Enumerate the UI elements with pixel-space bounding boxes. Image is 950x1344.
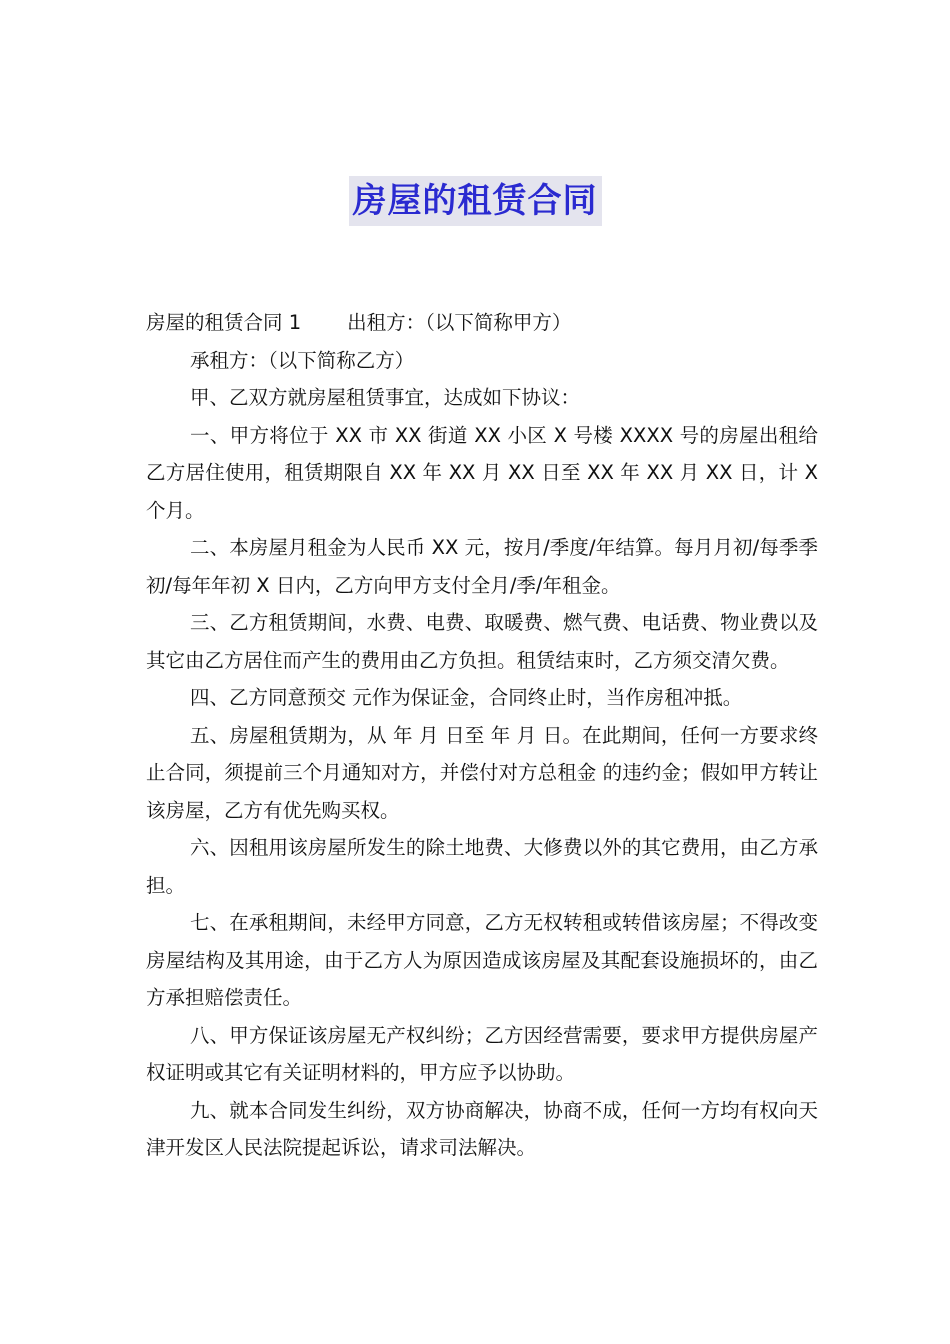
clause-9: 九、就本合同发生纠纷，双方协商解决，协商不成，任何一方均有权向天津开发区人民法院提起诉讼，请求司法解决。: [146, 1098, 818, 1159]
clause-8: 八、甲方保证该房屋无产权纠纷；乙方因经营需要，要求甲方提供房屋产权证明或其它有关证明材料的，甲方应予以协助。: [146, 1023, 818, 1084]
title-wrap: [0, 176, 950, 226]
clause-7: 七、在承租期间，未经甲方同意，乙方无权转租或转借该房屋；不得改变房屋结构及其用途，由于乙方人为原因造成该房屋及其配套设施损坏的，由乙方承担赔偿责任。: [146, 911, 818, 1009]
clause-6: 六、因租用该房屋所发生的除土地费、大修费以外的其它费用，由乙方承担。: [146, 836, 818, 897]
clause-3: 三、乙方租赁期间，水费、电费、取暖费、燃气费、电话费、物业费以及其它由乙方居住而产生的费用由乙方负担。租赁结束时，乙方须交清欠费。: [146, 611, 818, 672]
first-line: [146, 304, 818, 342]
lessor-line: 出租方：（以下简称甲方）: [347, 311, 572, 334]
document-title: 房屋的租赁合同: [349, 176, 602, 226]
contract-heading: 房屋的租赁合同 1: [146, 311, 302, 334]
clause-4: 四、乙方同意预交 元作为保证金，合同终止时，当作房租冲抵。: [190, 686, 743, 709]
clause-1: 一、甲方将位于 XX 市 XX 街道 XX 小区 X 号楼 XXXX 号的房屋出租给乙方居住使用，租赁期限自 XX 年 XX 月 XX 日至 XX 年 XX 月 XX 日，计 X 个月。: [146, 423, 818, 522]
lessee-line: 承租方：（以下简称乙方）: [190, 348, 415, 372]
clause-5: 五、房屋租赁期为，从 年 月 日至 年 月 日。在此期间，任何一方要求终止合同，须提前三个月通知对方，并偿付对方总租金 的违约金；假如甲方转让该房屋，乙方有优先购买权。: [146, 723, 818, 822]
document-body: [146, 304, 818, 1167]
clause-2: 二、本房屋月租金为人民币 XX 元，按月/季度/年结算。每月月初/每季季初/每年年初 X 日内，乙方向甲方支付全月/季/年租金。: [146, 536, 818, 597]
agreement-intro: 甲、乙双方就房屋租赁事宜，达成如下协议：: [190, 386, 581, 409]
